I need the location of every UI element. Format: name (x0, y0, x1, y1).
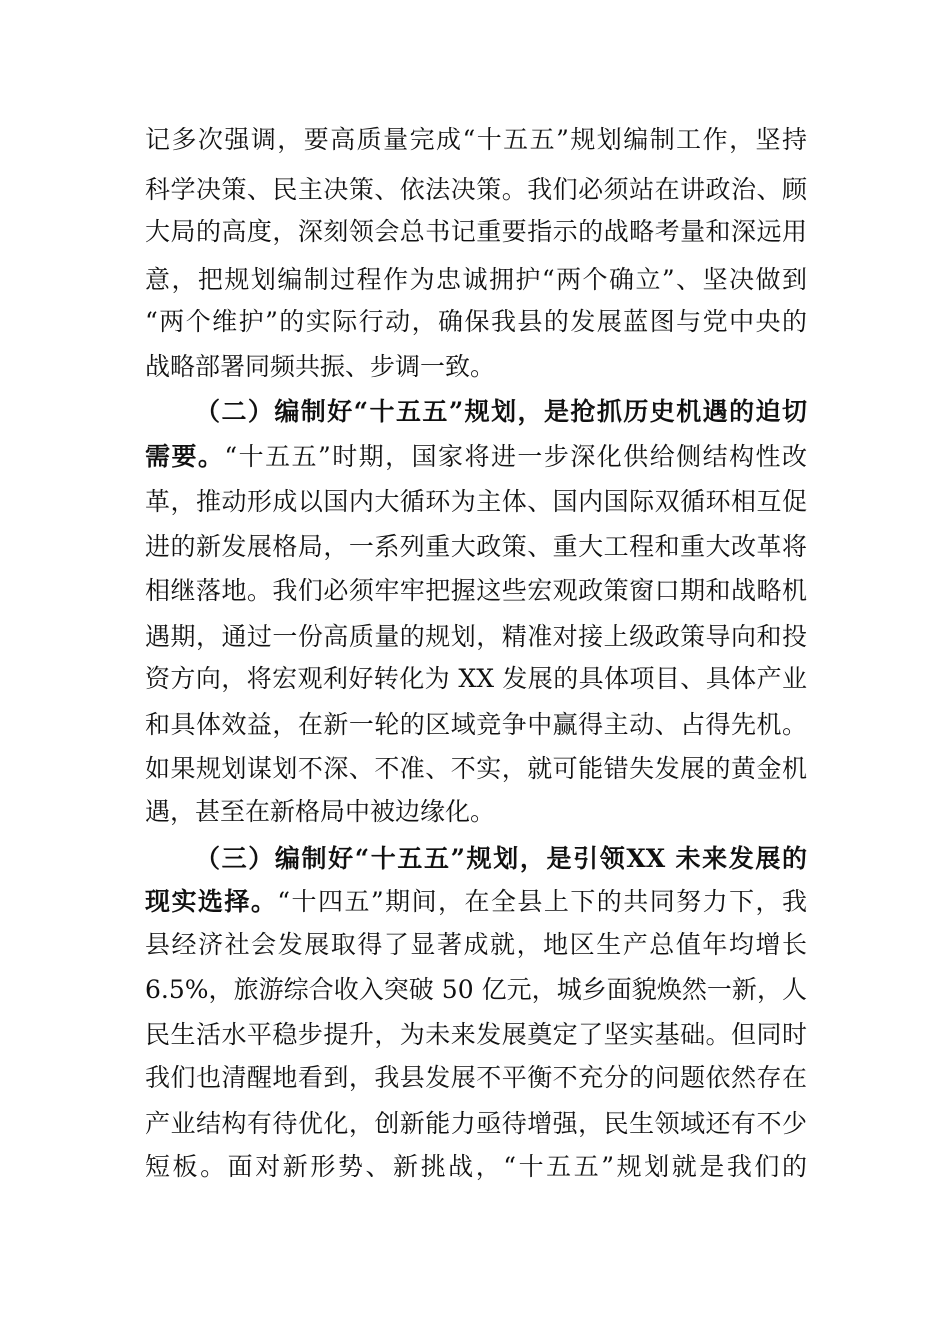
paragraph-line: 大局的高度，深刻领会总书记重要指示的战略考量和深远用 (145, 217, 807, 246)
paragraph-line: 意，把规划编制过程作为忠诚拥护“两个确立”、坚决做到 (145, 265, 807, 294)
paragraph-line: 民生活水平稳步提升，为未来发展奠定了坚实基础。但同时 (145, 1020, 807, 1049)
paragraph-text: “十四五”期间，在全县上下的共同努力下，我 (277, 887, 807, 916)
paragraph-line: 遇，甚至在新格局中被边缘化。 (145, 797, 496, 826)
paragraph-text: “十五五”时期，国家将进一步深化供给侧结构性改 (224, 442, 807, 471)
paragraph-line: 革，推动形成以国内大循环为主体、国内国际双循环相互促 (145, 487, 807, 516)
paragraph-line: 我们也清醒地看到，我县发展不平衡不充分的问题依然存在 (145, 1063, 807, 1092)
paragraph-line: “两个维护”的实际行动，确保我县的发展蓝图与党中央的 (145, 307, 807, 336)
paragraph-line: 6.5%，旅游综合收入突破 50 亿元，城乡面貌焕然一新，人 (145, 975, 807, 1004)
paragraph-line: 短板。面对新形势、新挑战，“十五五”规划就是我们的 (145, 1152, 807, 1181)
paragraph-line: 产业结构有待优化，创新能力亟待增强，民生领域还有不少 (145, 1109, 807, 1138)
paragraph-line: 相继落地。我们必须牢牢把握这些宏观政策窗口期和战略机 (145, 576, 807, 605)
section-heading-2-tail: 需要。 (145, 442, 225, 471)
paragraph-line: 县经济社会发展取得了显著成就，地区生产总值年均增长 (145, 930, 807, 959)
paragraph-line: 战略部署同频共振、步调一致。 (145, 352, 496, 381)
paragraph-line: 科学决策、民主决策、依法决策。我们必须站在讲政治、顾 (145, 175, 807, 204)
section-heading-3: （三）编制好“十五五”规划，是引领XX 未来发展的 (195, 844, 807, 873)
paragraph-line (145, 432, 807, 482)
paragraph-line: 资方向，将宏观利好转化为 XX 发展的具体项目、具体产业 (145, 664, 807, 693)
paragraph-line: 如果规划谋划不深、不准、不实，就可能错失发展的黄金机 (145, 754, 807, 783)
paragraph-line: 记多次强调，要高质量完成“十五五”规划编制工作，坚持 (145, 125, 807, 154)
paragraph-line: 和具体效益，在新一轮的区域竞争中赢得主动、占得先机。 (145, 710, 807, 739)
paragraph-line: 进的新发展格局，一系列重大政策、重大工程和重大改革将 (145, 532, 807, 561)
section-heading-2: （二）编制好“十五五”规划，是抢抓历史机遇的迫切 (195, 397, 807, 426)
section-heading-3-tail: 现实选择。 (145, 887, 278, 916)
paragraph-line: 遇期，通过一份高质量的规划，精准对接上级政策导向和投 (145, 622, 807, 651)
